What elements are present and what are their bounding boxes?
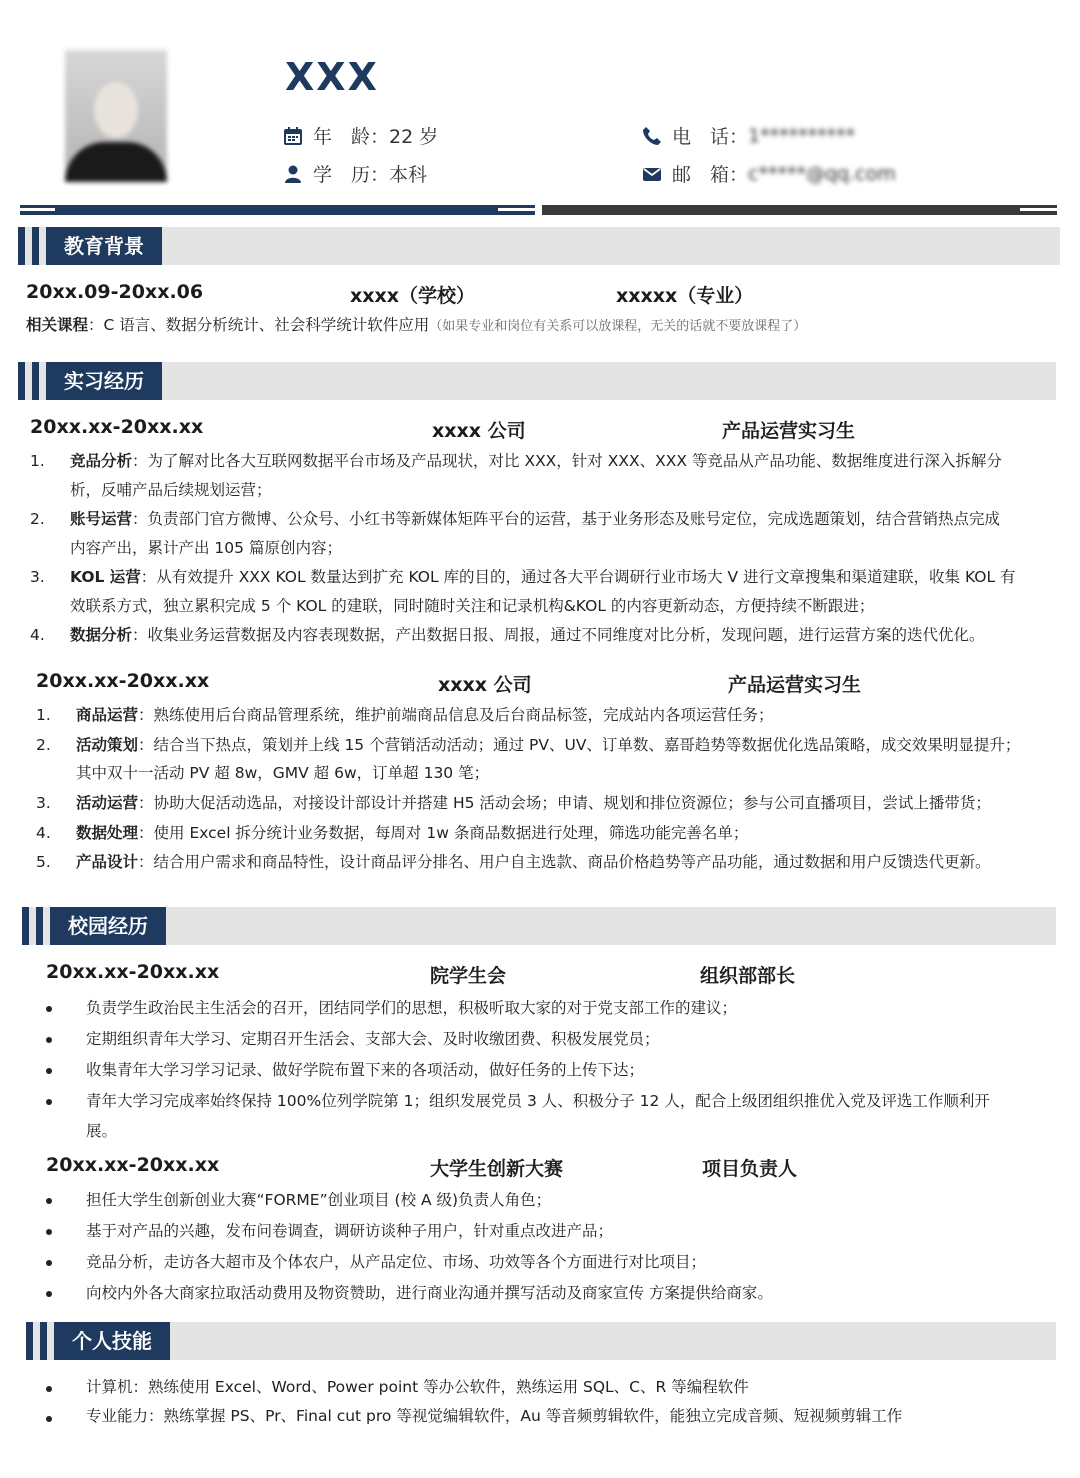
job-date: 20xx.xx-20xx.xx	[30, 416, 204, 438]
list-item: 竞品分析，走访各大超市及个体农户，从产品定位、市场、功效等各个方面进行对比项目；	[86, 1253, 707, 1271]
header-divider-left	[20, 205, 535, 215]
list-item	[70, 563, 1055, 621]
section-skills	[26, 1322, 1056, 1360]
list-item: 定期组织青年大学习、定期召开生活会、支部大会、及时收缴团费、积极发展党员；	[86, 1030, 660, 1048]
bullet	[46, 1099, 52, 1105]
item-number: 3.	[30, 568, 45, 586]
bullet	[46, 1037, 52, 1043]
job-role: 产品运营实习生	[722, 420, 856, 442]
section-title: 校园经历	[50, 907, 166, 945]
item-number: 5.	[36, 853, 51, 871]
list-item: 负责学生政治民主生活会的召开，团结同学们的思想，积极听取大家的对于党支部工作的建议；	[86, 999, 738, 1017]
list-item	[76, 789, 1056, 818]
list-item: 收集青年大学习学习记录、做好学院布置下来的各项活动，做好任务的上传下达；	[86, 1061, 645, 1079]
list-item	[70, 447, 1055, 505]
job-company: xxxx 公司	[438, 674, 532, 696]
list-item	[76, 731, 1056, 760]
section-title: 实习经历	[46, 362, 162, 400]
item-text: ：使用 Excel 拆分统计业务数据，每周对 1w 条商品数据进行处理，筛选功能完善名单；	[138, 824, 749, 842]
header-divider-right	[542, 205, 1057, 215]
edu-value: 本科	[389, 164, 428, 186]
list-item: 担任大学生创新创业大赛“FORME”创业项目 (校 A 级)负责人角色；	[86, 1191, 552, 1209]
item-text: ：负责部门官方微博、公众号、小红书等新媒体矩阵平台的运营，基于业务形态及账号定位，完成选题策划，结合营销热点完成	[132, 510, 1001, 528]
bullet	[46, 1229, 52, 1235]
item-title: 商品运营	[76, 706, 139, 724]
section-internship	[18, 362, 1056, 400]
bullet	[46, 1006, 52, 1012]
bullet	[46, 1416, 52, 1422]
list-item	[70, 505, 1055, 563]
list-item-cont: 展。	[86, 1122, 118, 1140]
campus-role: 项目负责人	[702, 1158, 798, 1180]
job-role: 产品运营实习生	[728, 674, 862, 696]
item-title: 活动策划	[76, 736, 139, 754]
list-item: 向校内外各大商家拉取活动费用及物资赞助，进行商业沟通并撰写活动及商家宣传 方案提供给商家。	[86, 1284, 773, 1302]
education-info	[283, 160, 427, 187]
email-label: 邮 箱：	[672, 164, 749, 186]
edu-date: 20xx.09-20xx.06	[26, 281, 204, 303]
skill-item: 计算机：熟练使用 Excel、Word、Power point 等办公软件，熟练运用 SQL、C、R 等编程软件	[86, 1378, 749, 1396]
phone-value: 1**********	[748, 124, 856, 147]
item-text: ：结合当下热点，策划并上线 15 个营销活动活动；通过 PV、UV、订单数、嘉哥趋势等数据优化选品策略，成交效果明显提升；	[138, 736, 1021, 754]
phone-icon	[642, 126, 662, 146]
phone-label: 电 话：	[672, 126, 749, 148]
item-title: 产品设计	[76, 853, 139, 871]
edu-school: xxxx（学校）	[350, 285, 476, 307]
candidate-name: XXX	[285, 55, 379, 99]
item-text: ：为了解对比各大互联网数据平台市场及产品现状，对比 XXX，针对 XXX、XXX 等竞品从产品功能、数据维度进行深入拆解分	[132, 452, 1002, 470]
list-item	[76, 701, 1056, 730]
item-number: 1.	[30, 452, 45, 470]
list-item	[76, 819, 1056, 848]
campus-role: 组织部部长	[700, 965, 796, 987]
bullet	[46, 1291, 52, 1297]
email-value: c*****@qq.com	[748, 162, 896, 185]
age-info	[283, 122, 438, 149]
item-text-cont: 内容产出，累计产出 105 篇原创内容；	[70, 539, 342, 557]
avatar	[65, 50, 167, 182]
item-number: 2.	[36, 736, 51, 754]
item-text-cont: 析，反哺产品后续规划运营；	[70, 481, 272, 499]
item-text: ：从有效提升 XXX KOL 数量达到扩充 KOL 库的目的，通过各大平台调研行业市场大 V 进行文章搜集和渠道建联，收集 KOL 有	[140, 568, 1016, 586]
job-company: xxxx 公司	[432, 420, 526, 442]
item-number: 1.	[36, 706, 51, 724]
item-title: KOL 运营	[70, 568, 141, 586]
edu-courses	[26, 311, 806, 341]
item-text-cont: 效联系方式，独立累积完成 5 个 KOL 的建联，同时随时关注和记录机构&KOL 的内容更新动态，方便持续不断跟进；	[70, 597, 875, 615]
campus-org: 大学生创新大赛	[430, 1158, 564, 1180]
list-item	[70, 621, 1055, 650]
section-title: 个人技能	[54, 1322, 170, 1360]
item-title: 数据分析	[70, 626, 133, 644]
age-label: 年 龄：	[313, 126, 390, 148]
course-text: ：C 语言、数据分析统计、社会科学统计软件应用	[88, 316, 430, 334]
section-campus	[22, 907, 1056, 945]
item-number: 4.	[36, 824, 51, 842]
section-title: 教育背景	[46, 227, 162, 265]
campus-date: 20xx.xx-20xx.xx	[46, 1154, 220, 1176]
email-info	[642, 160, 896, 187]
item-title: 活动运营	[76, 794, 139, 812]
envelope-icon	[642, 164, 662, 184]
section-education	[18, 227, 1060, 265]
item-text: ：协助大促活动选品，对接设计部设计并搭建 H5 活动会场；申请、规划和排位资源位；参与公司直播项目，尝试上播带货；	[138, 794, 991, 812]
item-title: 账号运营	[70, 510, 133, 528]
item-title: 竞品分析	[70, 452, 133, 470]
campus-date: 20xx.xx-20xx.xx	[46, 961, 220, 983]
campus-org: 院学生会	[430, 965, 507, 987]
list-item-cont: 其中双十一活动 PV 超 8w，GMV 超 6w，订单超 130 笔；	[76, 764, 490, 782]
person-icon	[283, 164, 303, 184]
bullet	[46, 1198, 52, 1204]
item-text: ：收集业务运营数据及内容表现数据，产出数据日报、周报，通过不同维度对比分析，发现问题，进行运营方案的迭代优化。	[132, 626, 985, 644]
item-text: ：熟练使用后台商品管理系统，维护前端商品信息及后台商品标签，完成站内各项运营任务；	[138, 706, 774, 724]
list-item	[76, 848, 1056, 877]
item-number: 4.	[30, 626, 45, 644]
item-number: 2.	[30, 510, 45, 528]
bullet	[46, 1068, 52, 1074]
skill-item: 专业能力：熟练掌握 PS、Pr、Final cut pro 等视觉编辑软件，Au 等音频剪辑软件，能独立完成音频、短视频剪辑工作	[86, 1407, 903, 1425]
edu-label: 学 历：	[313, 164, 390, 186]
course-note: （如果专业和岗位有关系可以放课程，无关的话就不要放课程了）	[429, 319, 807, 334]
item-title: 数据处理	[76, 824, 139, 842]
phone-info	[642, 122, 855, 149]
bullet	[46, 1386, 52, 1392]
age-value: 22 岁	[389, 126, 439, 148]
bullet	[46, 1260, 52, 1266]
job-date: 20xx.xx-20xx.xx	[36, 670, 210, 692]
list-item: 基于对产品的兴趣，发布问卷调查，调研访谈种子用户，针对重点改进产品；	[86, 1222, 614, 1240]
course-label: 相关课程	[26, 316, 89, 334]
item-text: ：结合用户需求和商品特性，设计商品评分排名、用户自主选款、商品价格趋势等产品功能，通过数据和用户反馈迭代更新。	[138, 853, 991, 871]
list-item: 青年大学习完成率始终保持 100%位列学院第 1；组织发展党员 3 人、积极分子 12 人，配合上级团组织推优入党及评选工作顺利开	[86, 1092, 990, 1110]
calendar-icon	[283, 126, 303, 146]
item-number: 3.	[36, 794, 51, 812]
edu-major: xxxxx（专业）	[616, 285, 754, 307]
